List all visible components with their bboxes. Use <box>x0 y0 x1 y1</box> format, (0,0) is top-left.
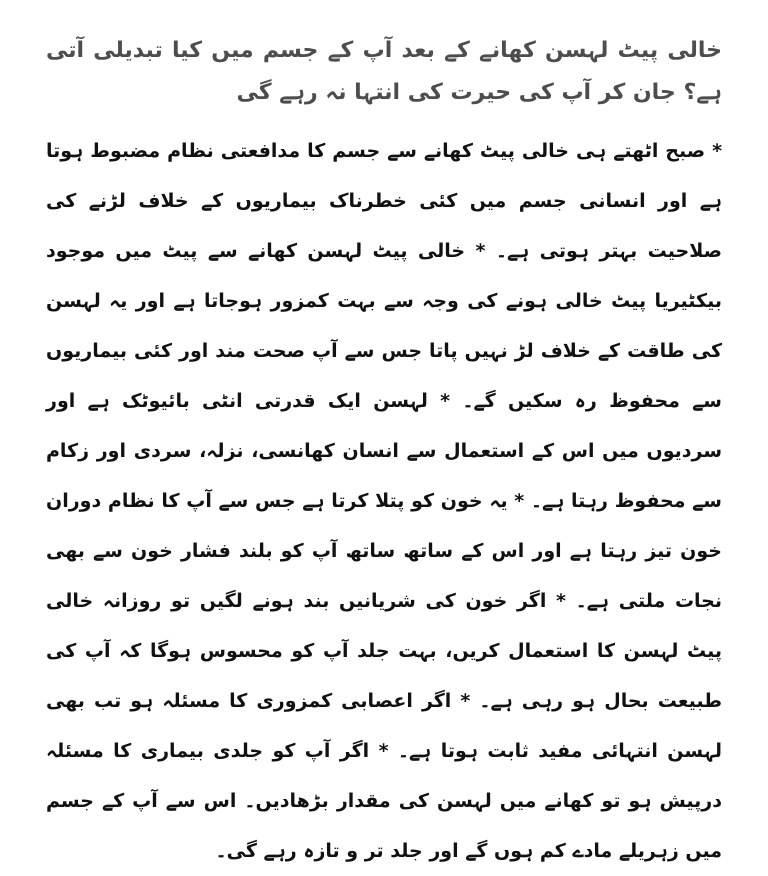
article-body: * صبح اٹھتے ہی خالی پیٹ کھانے سے جسم کا مدافعتی نظام مضبوط ہوتا ہے اور انسانی جسم میں کئی خطرناک بیماریوں کے خلاف لڑنے کی صلاحیت بہتر ہوتی ہے۔ * خالی پیٹ لہسن کھانے سے پیٹ میں موجود بیکٹیریا پیٹ خالی ہونے کی وجہ سے بہت کمزور ہوجاتا ہے اور یہ لہسن کی طاقت کے خلاف لڑ نہیں پاتا جس سے آپ صحت مند اور کئی بیماریوں سے محفوظ رہ سکیں گے۔ * لہسن ایک قدرتی انٹی بائیوٹک ہے اور سردیوں میں اس کے استعمال سے انسان کھانسی، نزلہ، سردی اور زکام سے محفوظ رہتا ہے۔ * یہ خون کو پتلا کرتا ہے جس سے آپ کا نظام دوران خون تیز رہتا ہے اور اس کے ساتھ ساتھ آپ کو بلند فشار خون سے بھی نجات ملتی ہے۔ * اگر خون کی شریانیں بند ہونے لگیں تو روزانہ خالی پیٹ لہسن کا استعمال کریں، بہت جلد آپ کو محسوس ہوگا کہ آپ کی طبیعت بحال ہو رہی ہے۔ * اگر اعصابی کمزوری کا مسئلہ ہو تب بھی لہسن انتہائی مفید ثابت ہوتا ہے۔ * اگر آپ کو جلدی بیماری کا مسئلہ درپیش ہو تو کھانے میں لہسن کی مقدار بڑھادیں۔ اس سے آپ کے جسم میں زہریلے مادے کم ہوں گے اور جلد تر و تازہ رہے گی۔ <box>46 140 722 862</box>
article-title: خالی پیٹ لہسن کھانے کے بعد آپ کے جسم میں کیا تبدیلی آتی ہے؟ جان کر آپ کی حیرت کی انتہا نہ رہے گی <box>46 38 722 105</box>
